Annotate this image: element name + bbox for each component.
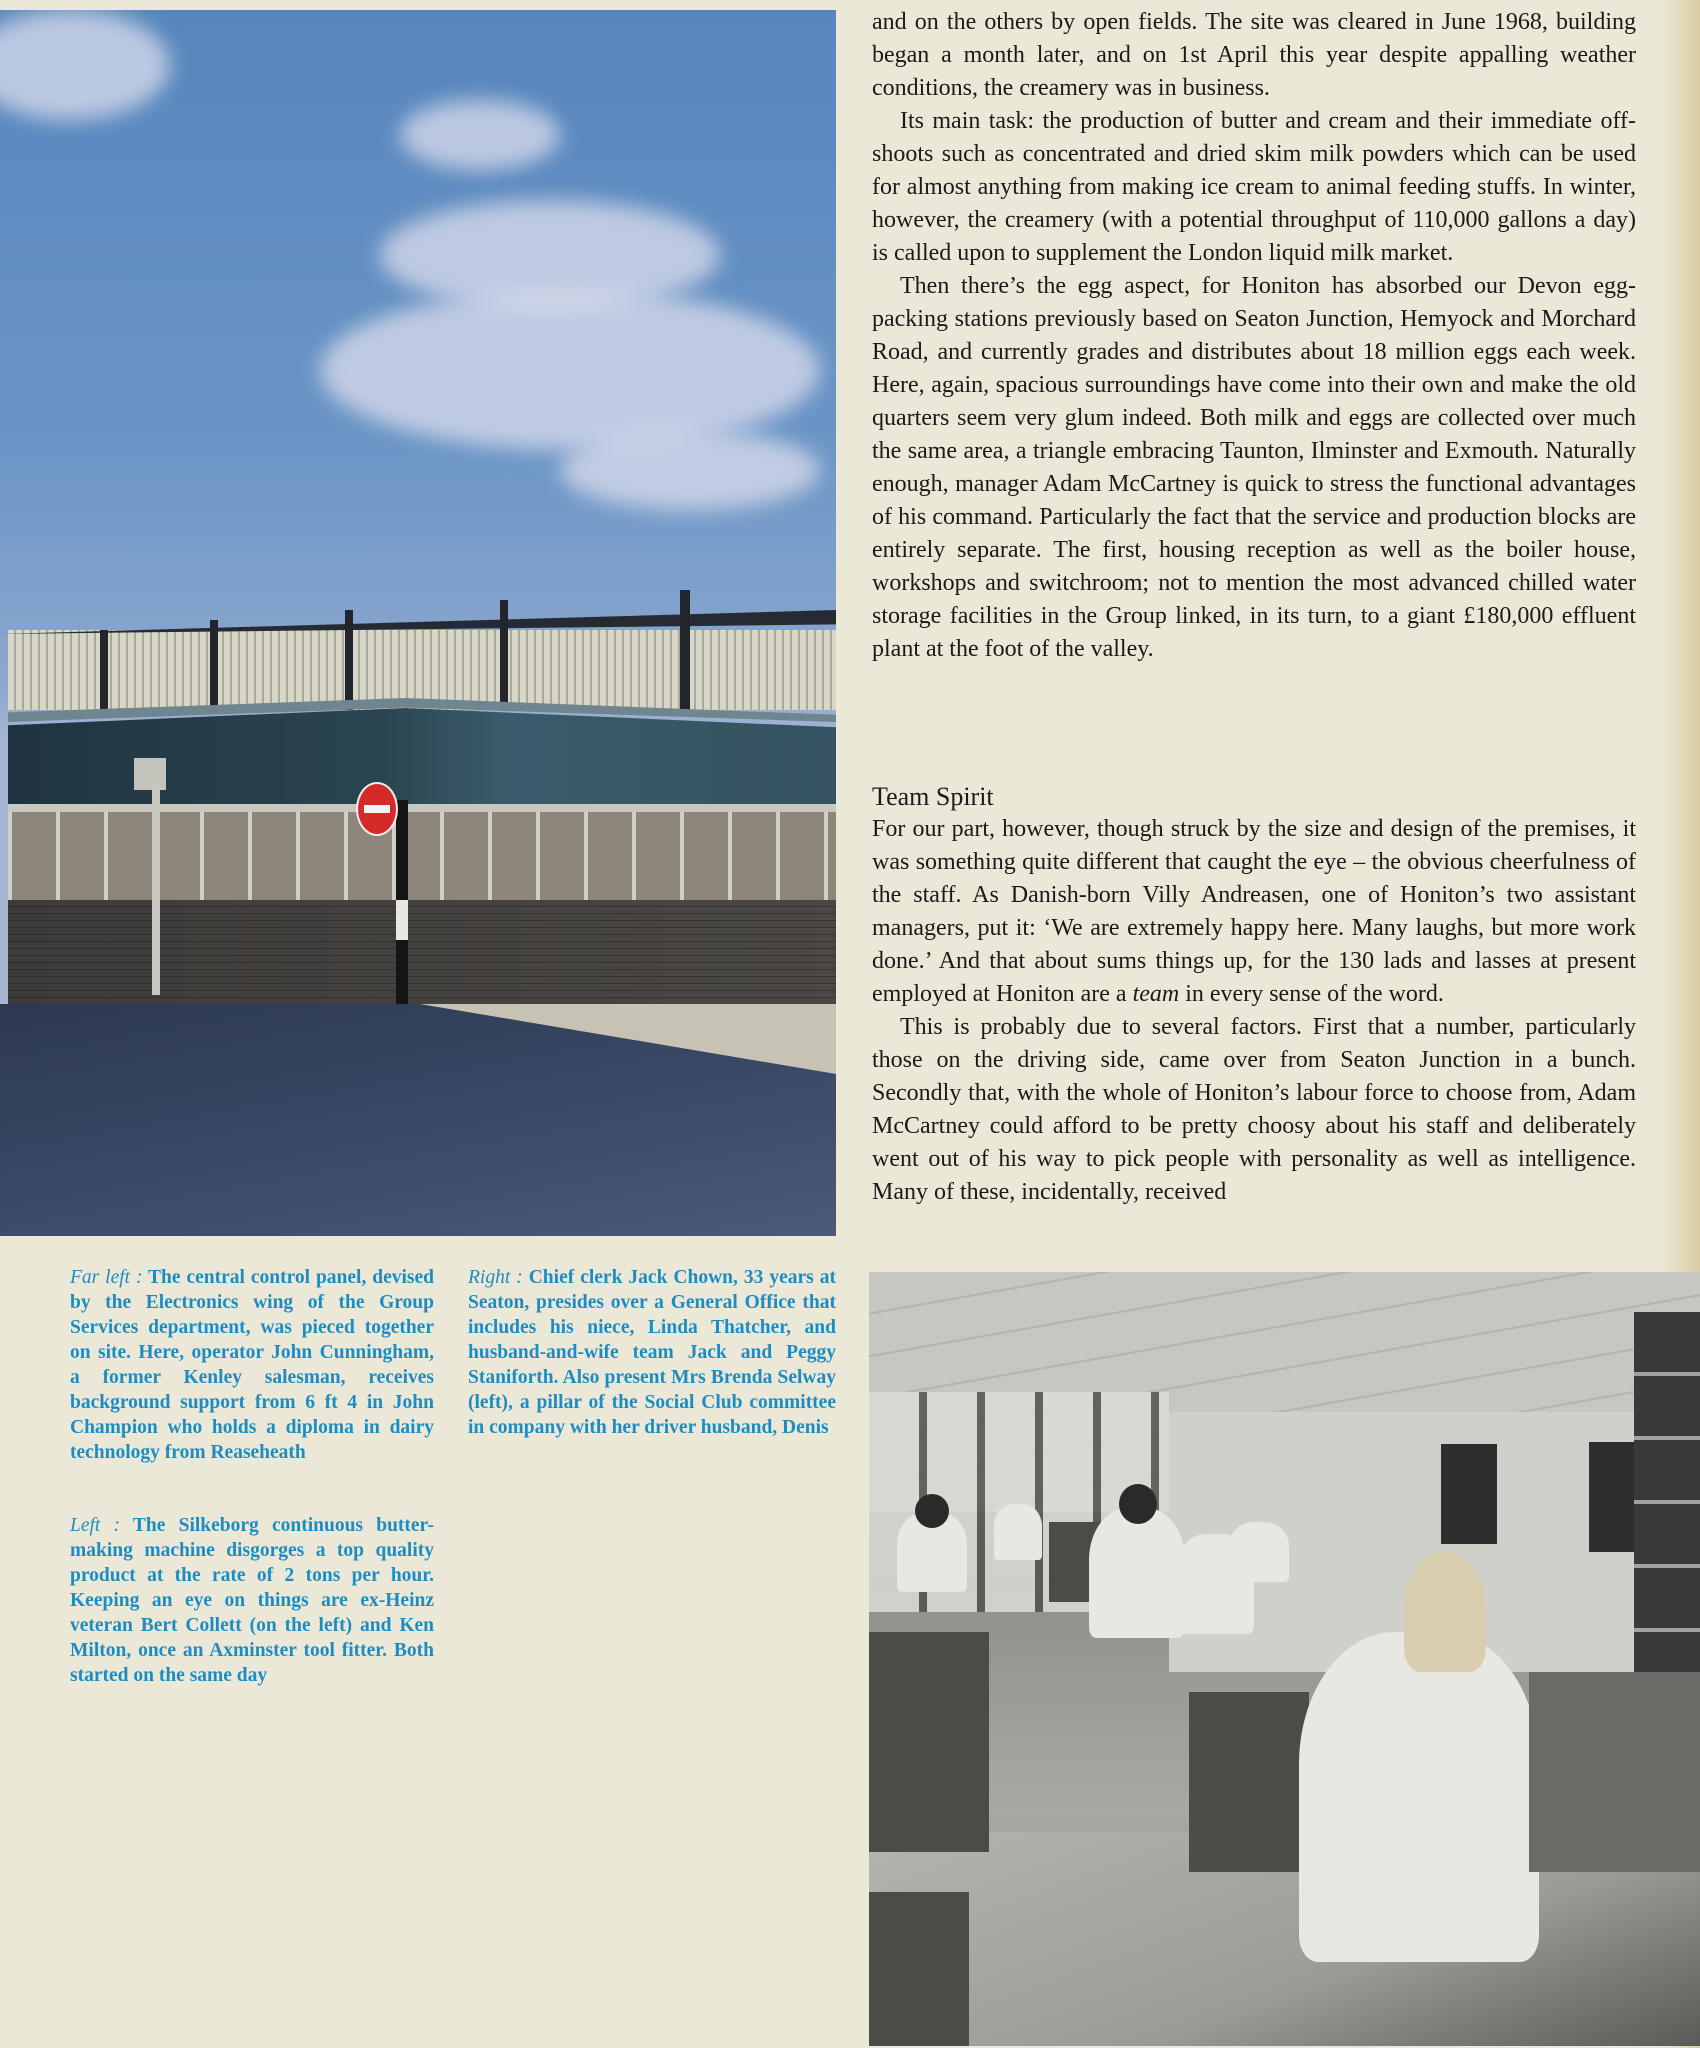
caption-right <box>468 1265 836 1440</box>
office-worker-head <box>915 1494 949 1528</box>
caption-far-left <box>70 1265 434 1465</box>
switchboard-operator <box>1299 1632 1539 1962</box>
steel-column <box>100 630 108 710</box>
lamp-box <box>134 758 166 790</box>
window-row <box>8 804 836 910</box>
paragraph: and on the others by open fields. The site was cleared in June 1968, building began a month later, and on 1st April this year despite appalling weather conditions, the creamery was in business. <box>872 9 1636 101</box>
office-door <box>1441 1444 1497 1544</box>
office-photo <box>869 1272 1700 2046</box>
corner-post <box>396 800 408 1014</box>
paragraph-text: For our part, however, though struck by the size and design of the premises, it was something quite different that caught the eye – the obvious cheerfulness of the staff. As Danish-born Villy Andreasen, one of Honiton’s two assistant managers, put it: ‘We are extremely happy here. Many laughs, but more work done.’ And that about sums things up, for the 130 lads and lasses at present employed at Honiton are a <box>872 816 1636 1007</box>
switchboard <box>1529 1672 1700 1872</box>
cloud <box>0 10 170 120</box>
office-worker <box>1089 1508 1185 1638</box>
italic-emphasis: team <box>1132 981 1180 1007</box>
paragraph: Its main task: the production of butter and cream and their immediate off-shoots such as concentrated and dried skim milk powders which can be used for almost anything from making ice cream to animal feeding stuffs. In winter, however, the creamery (with a potential throughput of 110,000 gallons a day) is called upon to supplement the London liquid milk market. <box>872 108 1636 266</box>
desk <box>869 1632 989 1852</box>
caption-text: The central control panel, devised by the Electronics wing of the Group Services department, was pieced together on site. Here, operator John Cunningham, a former Kenley salesman, receives background support from 6 ft 4 in John Champion who holds a diploma in dairy technology from Reaseheath <box>70 1267 435 1463</box>
steel-column <box>500 600 508 710</box>
cloud <box>320 290 820 450</box>
desk <box>1189 1692 1309 1872</box>
caption-lead: Far left : <box>70 1267 143 1288</box>
paragraph: Then there’s the egg aspect, for Honiton has absorbed our Devon egg-packing stations previously based on Seaton Junction, Hemyock and Morchard Road, and currently grades and distributes about 18 million eggs each week. Here, again, spacious surroundings have come into their own and make the old quarters seem very glum indeed. Both milk and eggs are collected over much the same area, a triangle embracing Taunton, Ilminster and Exmouth. Naturally enough, manager Adam McCartney is quick to stress the functional advantages of his command. Particularly the fact that the service and production blocks are entirely separate. The first, housing reception as well as the boiler house, workshops and switchroom; not to mention the most advanced chilled water storage facilities in the Group linked, in its turn, to a giant £180,000 effluent plant at the foot of the valley. <box>872 273 1636 662</box>
caption-left <box>70 1513 434 1688</box>
section-heading: Team Spirit <box>872 782 994 811</box>
steel-column <box>210 620 218 710</box>
paragraph <box>872 813 1636 1011</box>
caption-lead: Right : <box>468 1267 523 1288</box>
desk <box>869 1892 969 2046</box>
article-column-bottom <box>872 813 1636 1209</box>
lamp-post <box>152 785 160 995</box>
paragraph: This is probably due to several factors. First that a number, particularly those on the driving side, came over from Seaton Junction in a bunch. Secondly that, with the whole of Honiton’s labour force to choose from, Adam McCartney could afford to be pretty choosy about his staff and deliberately went out of his way to pick people with personality as well as intelligence. Many of these, incidentally, received <box>872 1014 1636 1205</box>
caption-text: The Silkeborg continuous butter-making machine disgorges a top quality product at the rate of 2 tons per hour. Keeping an eye on things are ex-Heinz veteran Bert Collett (on the left) and Ken Milton, once an Axminster tool fitter. Both started on the same day <box>70 1515 434 1686</box>
wall-cladding <box>8 630 836 710</box>
article-column-top <box>872 6 1636 666</box>
steel-column <box>680 590 690 710</box>
office-worker-head <box>1119 1484 1157 1524</box>
no-entry-sign-icon <box>356 782 398 836</box>
caption-lead: Left : <box>70 1515 121 1536</box>
cloud <box>400 100 560 170</box>
fascia-panel <box>8 708 836 804</box>
cloud <box>560 430 820 510</box>
office-worker <box>1229 1522 1289 1582</box>
steel-column <box>345 610 353 710</box>
paragraph-text: in every sense of the word. <box>1179 981 1444 1007</box>
building-photo <box>0 10 836 1236</box>
office-worker <box>994 1504 1042 1560</box>
switchboard-operator-hair <box>1404 1552 1486 1672</box>
brick-wall <box>8 900 836 1004</box>
caption-text: Chief clerk Jack Chown, 33 years at Seaton, presides over a General Office that includes his niece, Linda Thatcher, and husband-and-wife team Jack and Peggy Staniforth. Also present Mrs Brenda Selway (left), a pillar of the Social Club committee in company with her driver husband, Denis <box>468 1267 836 1438</box>
